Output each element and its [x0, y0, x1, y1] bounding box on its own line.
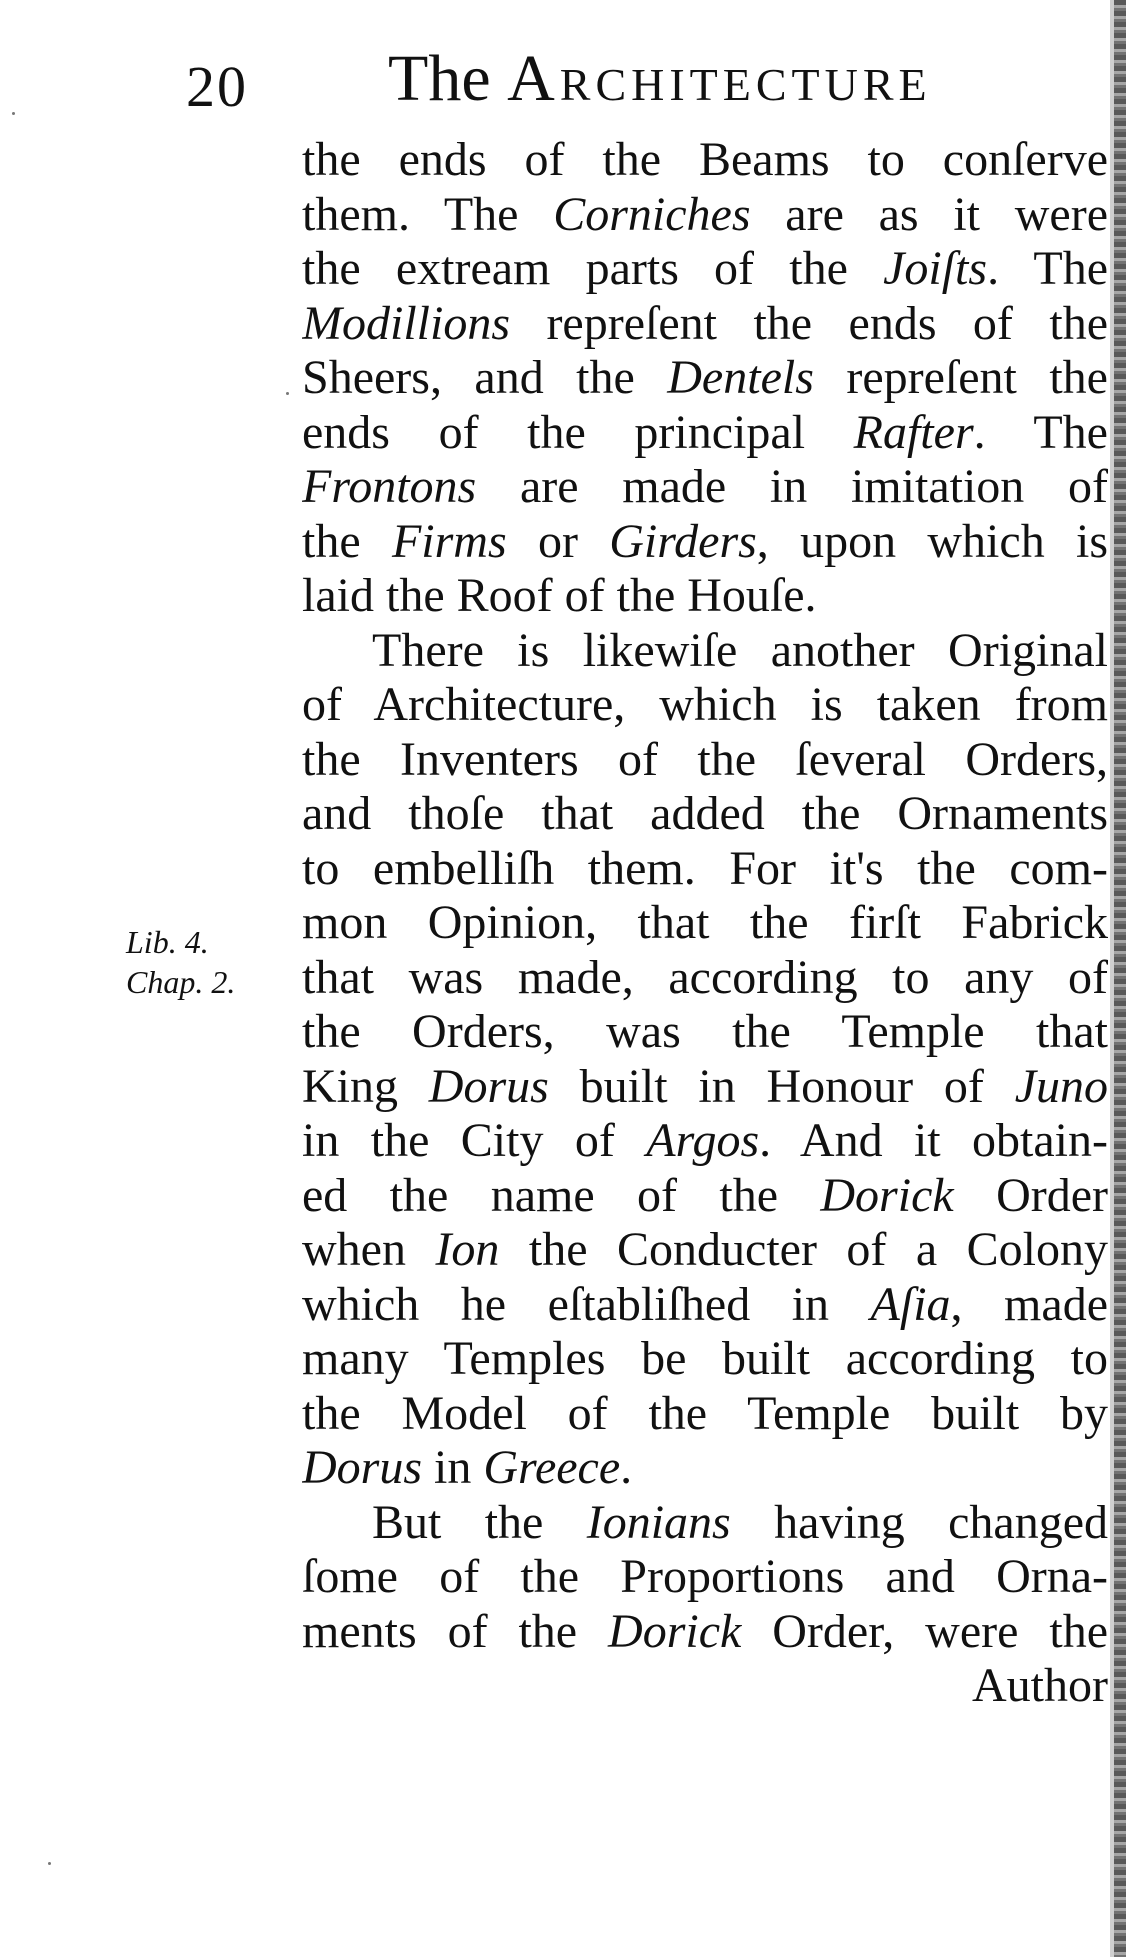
text-run: having changed — [730, 1495, 1108, 1549]
text-line — [302, 951, 1108, 1006]
text-run: repreſent the — [813, 351, 1108, 404]
italic-term: Aſia — [870, 1277, 951, 1331]
italic-term: Ionians — [586, 1495, 731, 1549]
italic-term: Frontons — [302, 460, 477, 513]
text-run: King — [302, 1059, 429, 1113]
italic-term: Joiſts — [883, 242, 988, 295]
text-line — [302, 842, 1108, 897]
text-run: or — [506, 514, 610, 568]
italic-term: Rafter — [853, 405, 974, 459]
text-run: Author — [972, 1659, 1108, 1712]
italic-term: Greece — [483, 1441, 621, 1494]
text-run: to embelliſh them. For it's the com- — [302, 841, 1108, 895]
text-line — [302, 133, 1108, 188]
paper-speck — [12, 112, 15, 115]
text-line — [302, 1332, 1108, 1387]
text-line — [302, 1114, 1108, 1169]
text-line — [302, 1005, 1108, 1060]
running-head — [388, 42, 932, 115]
text-run: repreſent the ends of the — [510, 296, 1108, 350]
text-run: the extream parts of the — [302, 242, 884, 295]
text-line — [302, 406, 1108, 461]
italic-term: Firms — [391, 514, 507, 568]
text-run: . And it obtain- — [759, 1114, 1108, 1167]
text-run: the — [302, 514, 392, 568]
text-run: when — [302, 1223, 436, 1276]
text-line — [302, 678, 1108, 733]
text-run: laid the Roof of the Houſe. — [302, 569, 817, 622]
text-line — [302, 1387, 1108, 1442]
text-run: There is likewiſe another Original — [372, 623, 1108, 677]
text-line — [302, 1441, 1108, 1496]
page-edge — [1114, 0, 1126, 1957]
italic-term: Ion — [435, 1223, 500, 1276]
text-line — [302, 1605, 1108, 1660]
text-run: But the — [372, 1495, 587, 1549]
marginal-note-lib: Lib. 4. — [126, 924, 209, 960]
marginal-note — [126, 922, 235, 1002]
running-head-architecture: Architecture — [507, 42, 932, 115]
text-run: ends of the principal — [302, 405, 854, 459]
text-run: the Model of the Temple built by — [302, 1386, 1108, 1440]
text-line — [302, 297, 1108, 352]
text-run: many Temples be built according to — [302, 1332, 1108, 1385]
text-run: in the City of — [302, 1114, 647, 1167]
italic-term: Modillions — [302, 296, 511, 350]
italic-term: Juno — [1014, 1059, 1108, 1113]
text-run: the ends of the Beams to conſerve — [302, 133, 1108, 186]
text-run: are as it were — [750, 187, 1108, 241]
text-run: the Orders, was the Temple that — [302, 1005, 1108, 1058]
italic-term: Argos — [646, 1114, 760, 1167]
paper-speck — [48, 1862, 51, 1865]
body-text — [302, 133, 1108, 1714]
italic-term: Dorus — [428, 1059, 549, 1113]
text-line — [302, 515, 1108, 570]
text-line — [302, 1223, 1108, 1278]
text-run: in — [422, 1441, 484, 1494]
text-line — [302, 351, 1108, 406]
page-number: 20 — [186, 54, 248, 119]
text-line — [302, 242, 1108, 297]
text-run: that was made, according to any of — [302, 950, 1108, 1004]
marginal-note-chap: Chap. 2. — [126, 964, 236, 1000]
italic-term: Dorick — [820, 1168, 954, 1222]
text-line — [302, 1278, 1108, 1333]
text-line — [302, 569, 1108, 624]
text-run: Order, were the — [741, 1604, 1108, 1658]
text-run: , upon which is — [756, 514, 1108, 568]
italic-term: Dorick — [608, 1604, 742, 1658]
italic-term: Corniches — [553, 187, 751, 241]
text-line — [302, 1060, 1108, 1115]
text-run: , made — [950, 1277, 1108, 1331]
text-run: of Architecture, which is taken from — [302, 678, 1108, 731]
text-run: mon Opinion, that the firſt Fabrick — [302, 896, 1108, 949]
text-line — [302, 1496, 1108, 1551]
italic-term: Girders — [609, 514, 757, 568]
text-run: the Inventers of the ſeveral Orders, — [302, 732, 1108, 786]
text-line — [302, 733, 1108, 788]
text-run: Order — [953, 1168, 1108, 1222]
text-line — [302, 896, 1108, 951]
text-run: built in Honour of — [548, 1059, 1015, 1113]
italic-term: Dentels — [667, 351, 814, 404]
text-run: . The — [987, 242, 1108, 295]
text-line — [302, 624, 1108, 679]
text-line — [302, 1659, 1108, 1714]
text-line — [302, 1169, 1108, 1224]
text-line — [302, 188, 1108, 243]
text-run: and thoſe that added the Ornaments — [302, 787, 1108, 840]
text-run: are made in imitation of — [476, 460, 1108, 513]
text-run: ed the name of the — [302, 1168, 821, 1222]
text-run: ſome of the Proportions and Orna- — [302, 1550, 1108, 1603]
text-run: . The — [973, 405, 1108, 459]
text-run: the Conducter of a Colony — [499, 1223, 1108, 1276]
text-line — [302, 787, 1108, 842]
italic-term: Dorus — [302, 1441, 423, 1494]
text-line — [302, 460, 1108, 515]
text-run: ments of the — [302, 1604, 609, 1658]
text-run: them. The — [302, 187, 554, 241]
paper-speck — [286, 392, 289, 395]
text-run: . — [620, 1441, 633, 1494]
running-head-the: The — [388, 42, 491, 115]
text-run: which he eſtabliſhed in — [302, 1277, 871, 1331]
text-run: Sheers, and the — [302, 351, 668, 404]
text-line — [302, 1550, 1108, 1605]
